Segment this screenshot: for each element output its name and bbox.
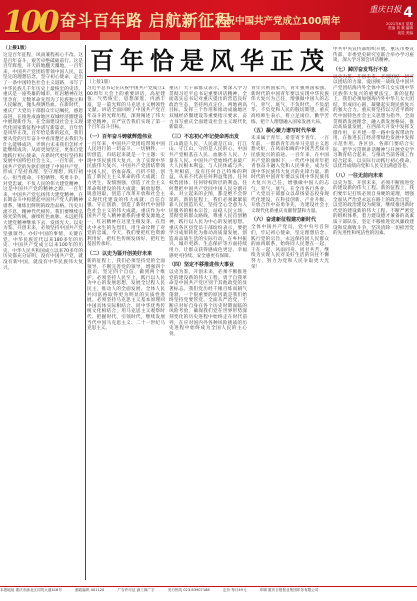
banner-decoration bbox=[60, 32, 360, 40]
paragraph: 全体中国共产党员，党中央号召你们，牢记初心使命，坚定理想信念，践行党的宗旨，永远保持同人民群众的血肉联系，始终同人民想在一起、干在一起，风雨同舟、同甘共苦，继续为实现人民对美好生活的向往不懈努力，努力为党和人民争取更大光荣！ bbox=[251, 225, 329, 270]
footer-item: 广告许可证 渝工商广字 bbox=[117, 588, 155, 592]
centenary-logo bbox=[3, 2, 59, 38]
page-number: 4 bbox=[403, 5, 413, 21]
article-column-3 bbox=[251, 86, 329, 580]
column-divider bbox=[85, 45, 86, 580]
paragraph: 习近平总书记在庆祝中国共产党成立100周年大会上的重要讲话，高屋建瓴、气势恢宏，思想深邃、内涵丰富，是一篇光辉的马克思主义纲领性文献。讲话全面回顾了中国共产党百年奋斗的光辉历程，深刻阐述了伟大建党精神，庄严宣告我们实现了第一个百年奋斗目标。 bbox=[87, 86, 165, 131]
meta-line: 视觉 美编 bbox=[397, 30, 413, 35]
sub-heading: （六）奋进新征程建功新时代 bbox=[251, 217, 317, 224]
footer-item: 印刷 重庆日报报业集团印务有限公司 bbox=[259, 588, 319, 592]
article-lead: （上接1版） bbox=[87, 80, 113, 85]
footer-item: 定价 每月49元 bbox=[222, 588, 247, 592]
paragraph: 以史为鉴、开创未来，必须团结一切可以团结的力量。爱国统一战线是中国共产党团结海内外全体中华儿女实现中华民族伟大复兴的重要法宝。新的征程上，我们必须加强海内外中华儿女大团结，形成同心圆，凝聚起实现民族复兴的强大合力。重庆将坚持以习近平新时代中国特色社会主义思想为指导，全面贯彻新发展理念，融入新发展格局，推动高质量发展，在西部大开发中发挥支撑作用，在共建一带一路中发挥带动作用，在推进长江经济带绿色发展中发挥示范作用。各区县、各部门要结合实际，把学习贯彻讲话精神与开展党史学习教育结合起来，与推动当前各项工作结合起来，以实际行动践行初心使命，以优异成绩向党和人民交出满意答卷。 bbox=[333, 74, 414, 170]
footer-item: 发行热线 023-63907188 bbox=[167, 588, 210, 592]
sub-heading: （八）一往无前向未来 bbox=[333, 172, 384, 179]
paragraph: 重庆广大干部群众表示，要深入学习贯彻习近平总书记重要讲话精神，全面落实总书记对重庆提出的营造良好政治生态，坚持两点定位、两地两高目标，发挥三个作用和推动成渝地区双城经济圈建设等重要指示要求，奋力书写重庆全面建设社会主义现代化新篇章。 bbox=[169, 86, 247, 131]
banner-subtitle: 庆祝中国共产党成立100周年 bbox=[216, 16, 341, 27]
paragraph: 一百年来，中国共产党团结带领中国人民进行的一切奋斗、一切牺牲、一切创造，归结起来就是一个主题：实现中华民族伟大复兴。为了实现中华民族伟大复兴，中国共产党团结带领中国人民，浴血奋战、百折不挠，创造了新民主主义革命的伟大成就；自力更生、发愤图强，创造了社会主义革命和建设的伟大成就；解放思想、锐意进取，创造了改革开放和社会主义现代化建设的伟大成就；自信自强、守正创新，创造了新时代中国特色社会主义的伟大成就。重庆作为中国共产党人精神谱系的重要发源地之一，红岩精神在这里生根发芽。在烈火中永生的先烈们，用生命诠释了对党的忠诚。今天，我们要把红色资源利用好、把红色传统发扬好、把红色基因传承好。 bbox=[87, 141, 165, 248]
sub-heading: （四）坚定不移推进伟大事业 bbox=[169, 262, 235, 269]
paragraph: 以史为鉴、开创未来，必须不断推进党的建设新的伟大工程。勇于自我革命是中国共产党区别于其他政党的显著标志。我们党历经千锤百炼而朝气蓬勃，一个很重要的原因就是我们始终坚持党要管党、全面从严治党，不断应对好自身在各个历史时期面临的风险考验，确保我们党在世界形势深刻变化的历史进程中始终走在时代前列，在应对国内外各种风险挑战的历史进程中始终成为全国人民的主心骨。 bbox=[169, 270, 247, 337]
footer-item: 邮政编码 401120 bbox=[75, 588, 105, 592]
paragraph: 新的征程上，我们必须坚持党的全面领导，不断完善党的领导，增强四个意识、坚定四个自信、做到两个维护。必须坚持人民至上，践行以人民为中心的发展思想，发展全过程人民民主，推动人的全面发展、全体人民共同富裕取得更为明显的实质性进展。必须坚持马克思主义基本原理同中国具体实际相结合、同中华优秀传统文化相结合，用马克思主义观察时代、把握时代、引领时代，继续发展当代中国马克思主义、二十一世纪马克思主义。 bbox=[87, 259, 165, 332]
sub-heading: （三）不忘初心牢记使命再出发 bbox=[169, 133, 240, 140]
article-column-2 bbox=[169, 86, 247, 580]
footer-item: 本报地址 重庆市渝北区同茂大道416号 bbox=[0, 588, 62, 592]
meta-line: 责编 刘 秦 编辑 bbox=[388, 26, 413, 31]
masthead-box bbox=[351, 2, 413, 38]
paper-meta bbox=[351, 22, 413, 35]
paragraph: 未来属于青年，希望寄予青年。一百年前，一群新青年高举马克思主义思想火炬，在风雨如晦的中国苦苦探寻民族复兴的前途。一百年来，在中国共产党的旗帜下，一代代中国青年把青春奋斗融入党和人民事业，成为实现中华民族伟大复兴的先锋力量。新时代的中国青年要以实现中华民族伟大复兴为己任，增强做中国人的志气、骨气、底气。在全市各行各业，广大党员干部群众以昂扬姿态投身现代化建设，在科技创新、产业升级、开放合作中奋勇争先，为建设社会主义现代化新重庆贡献智慧和力量。 bbox=[251, 136, 329, 214]
sub-heading: （五）凝心聚力谱写时代华章 bbox=[251, 128, 317, 135]
paragraph: 以史为鉴、开创未来，必须不断推进党的建设新的伟大工程。新的征程上，我们要牢记打铁必须自身硬的道理，增强全面从严治党永远在路上的政治自觉，以党的政治建设为统领，继续推进新时代党的建设新的伟大工程，不断严密党的组织体系，着力建设德才兼备的高素质干部队伍，坚定不移推进党风廉政建设和反腐败斗争，坚决清除一切损害党的先进性和纯洁性的因素。 bbox=[333, 180, 414, 237]
article-headline: 百年恰是风华正茂 bbox=[90, 46, 330, 75]
page-footer bbox=[0, 586, 417, 601]
paragraph: 中共中央宣传部组织开展。重庆市委宣传部、市委党史研究室联合举办学习座谈，深入学习领会讲话精神。 bbox=[333, 47, 414, 64]
sub-heading: （二）以史为鉴开创美好未来 bbox=[87, 251, 153, 258]
paragraph: 青年兴则国家兴，青年强则国家强。新时代的中国青年要以实现中华民族伟大复兴为己任，增强做中国人的志气、骨气、底气，不负时代，不负韶华，不负党和人民的殷切期望。重庆高校师生表示，将立足岗位、勤学苦练，把个人理想融入国家发展大局。 bbox=[251, 86, 329, 125]
page-banner bbox=[0, 0, 417, 40]
paragraph: 江山就是人民，人民就是江山，打江山、守江山，守的是人民的心。中国共产党根基在人民、血脉在人民、力量在人民。中国共产党始终代表最广大人民根本利益，与人民休戚与共、生死相依，没有任何自己特殊的利益，从来不代表任何利益集团、任何权势团体、任何特权阶层的利益。任何想把中国共产党同中国人民分割开来、对立起来的企图，都是绝不会得逞的。新的征程上，我们必须紧紧依靠人民创造历史，坚持全心全意为人民服务的根本宗旨，站稳人民立场，贯彻党的群众路线，尊重人民首创精神，践行以人民为中心的发展思想。重庆各区县党员干部纷纷表示，要把学习成果转化为推动高质量发展、创造高品质生活的实际行动，在乡村振兴、城市更新、生态保护等方面持续用力，让群众获得感成色更足、幸福感更可持续、安全感更有保障。 bbox=[169, 141, 247, 259]
paper-name: 重庆日报 bbox=[369, 5, 402, 14]
sub-heading: （七）踔厉奋发笃行不怠 bbox=[333, 66, 389, 73]
meta-line: 2021年6月 星期 bbox=[386, 22, 413, 26]
left-column bbox=[3, 45, 83, 580]
sub-heading: （一）百年奋斗铸就辉煌伟业 bbox=[87, 133, 153, 140]
logo-number: 100 bbox=[3, 5, 57, 40]
left-column-head: （上接1版） bbox=[3, 46, 30, 51]
left-column-body: 这是百年征程，风雨兼程初心不改。这是百年奋斗，艰苦卓绝砥砺前行。这是百年辉煌，开天辟地翻天覆地。一百年来，中国共产党团结带领中国人民，以坚定的理想信念，坚守初心使命，走出了一条中国特色社会主义道路，书写了中华民族几千年历史上最恢宏的史诗。重庆是一座英雄的城市，红岩精神在这里孕育，无数革命先烈为了民族独立和人民解放，抛头颅洒热血。在新时代，重庆广大党员干部群众牢记嘱托，感恩奋进，在推进成渝地区双城经济圈建设中展现新作为，在全面建设社会主义现代化国家新征程中谱写新篇章。百年恰是风华正茂，百年恰是新的起点，我们要从党的百年奋斗中看清楚过去我们为什么能够成功，弄明白未来我们怎样才能继续成功，从而更加坚定、更加自觉地践行初心使命，在新时代更好坚持和发展中国特色社会主义。一百年前，中国共产党的先驱们创建了中国共产党，形成了坚持真理、坚守理想，践行初心、担当使命，不怕牺牲、英勇斗争，对党忠诚、不负人民的伟大建党精神，这是中国共产党的精神之源。一百年来，中国共产党弘扬伟大建党精神，在长期奋斗中构建起中国共产党人的精神谱系，锤炼出鲜明的政治品格。历史川流不息，精神代代相传。我们要继续弘扬光荣传统、赓续红色血脉，永远把伟大建党精神继承下去、发扬光大。以史为鉴、开创未来，必须坚持中国共产党坚强领导。办好中国的事情，关键在党。中华民族近代以来180多年的历史、中国共产党成立以来100年的历史、中华人民共和国成立以来70多年的历史都充分证明，没有中国共产党，就没有新中国，就没有中华民族伟大复兴。 bbox=[3, 53, 83, 271]
article-column-1 bbox=[87, 86, 165, 580]
article-column-4 bbox=[333, 47, 414, 580]
banner-slogan: 奋斗百年路 启航新征程 bbox=[60, 11, 232, 30]
